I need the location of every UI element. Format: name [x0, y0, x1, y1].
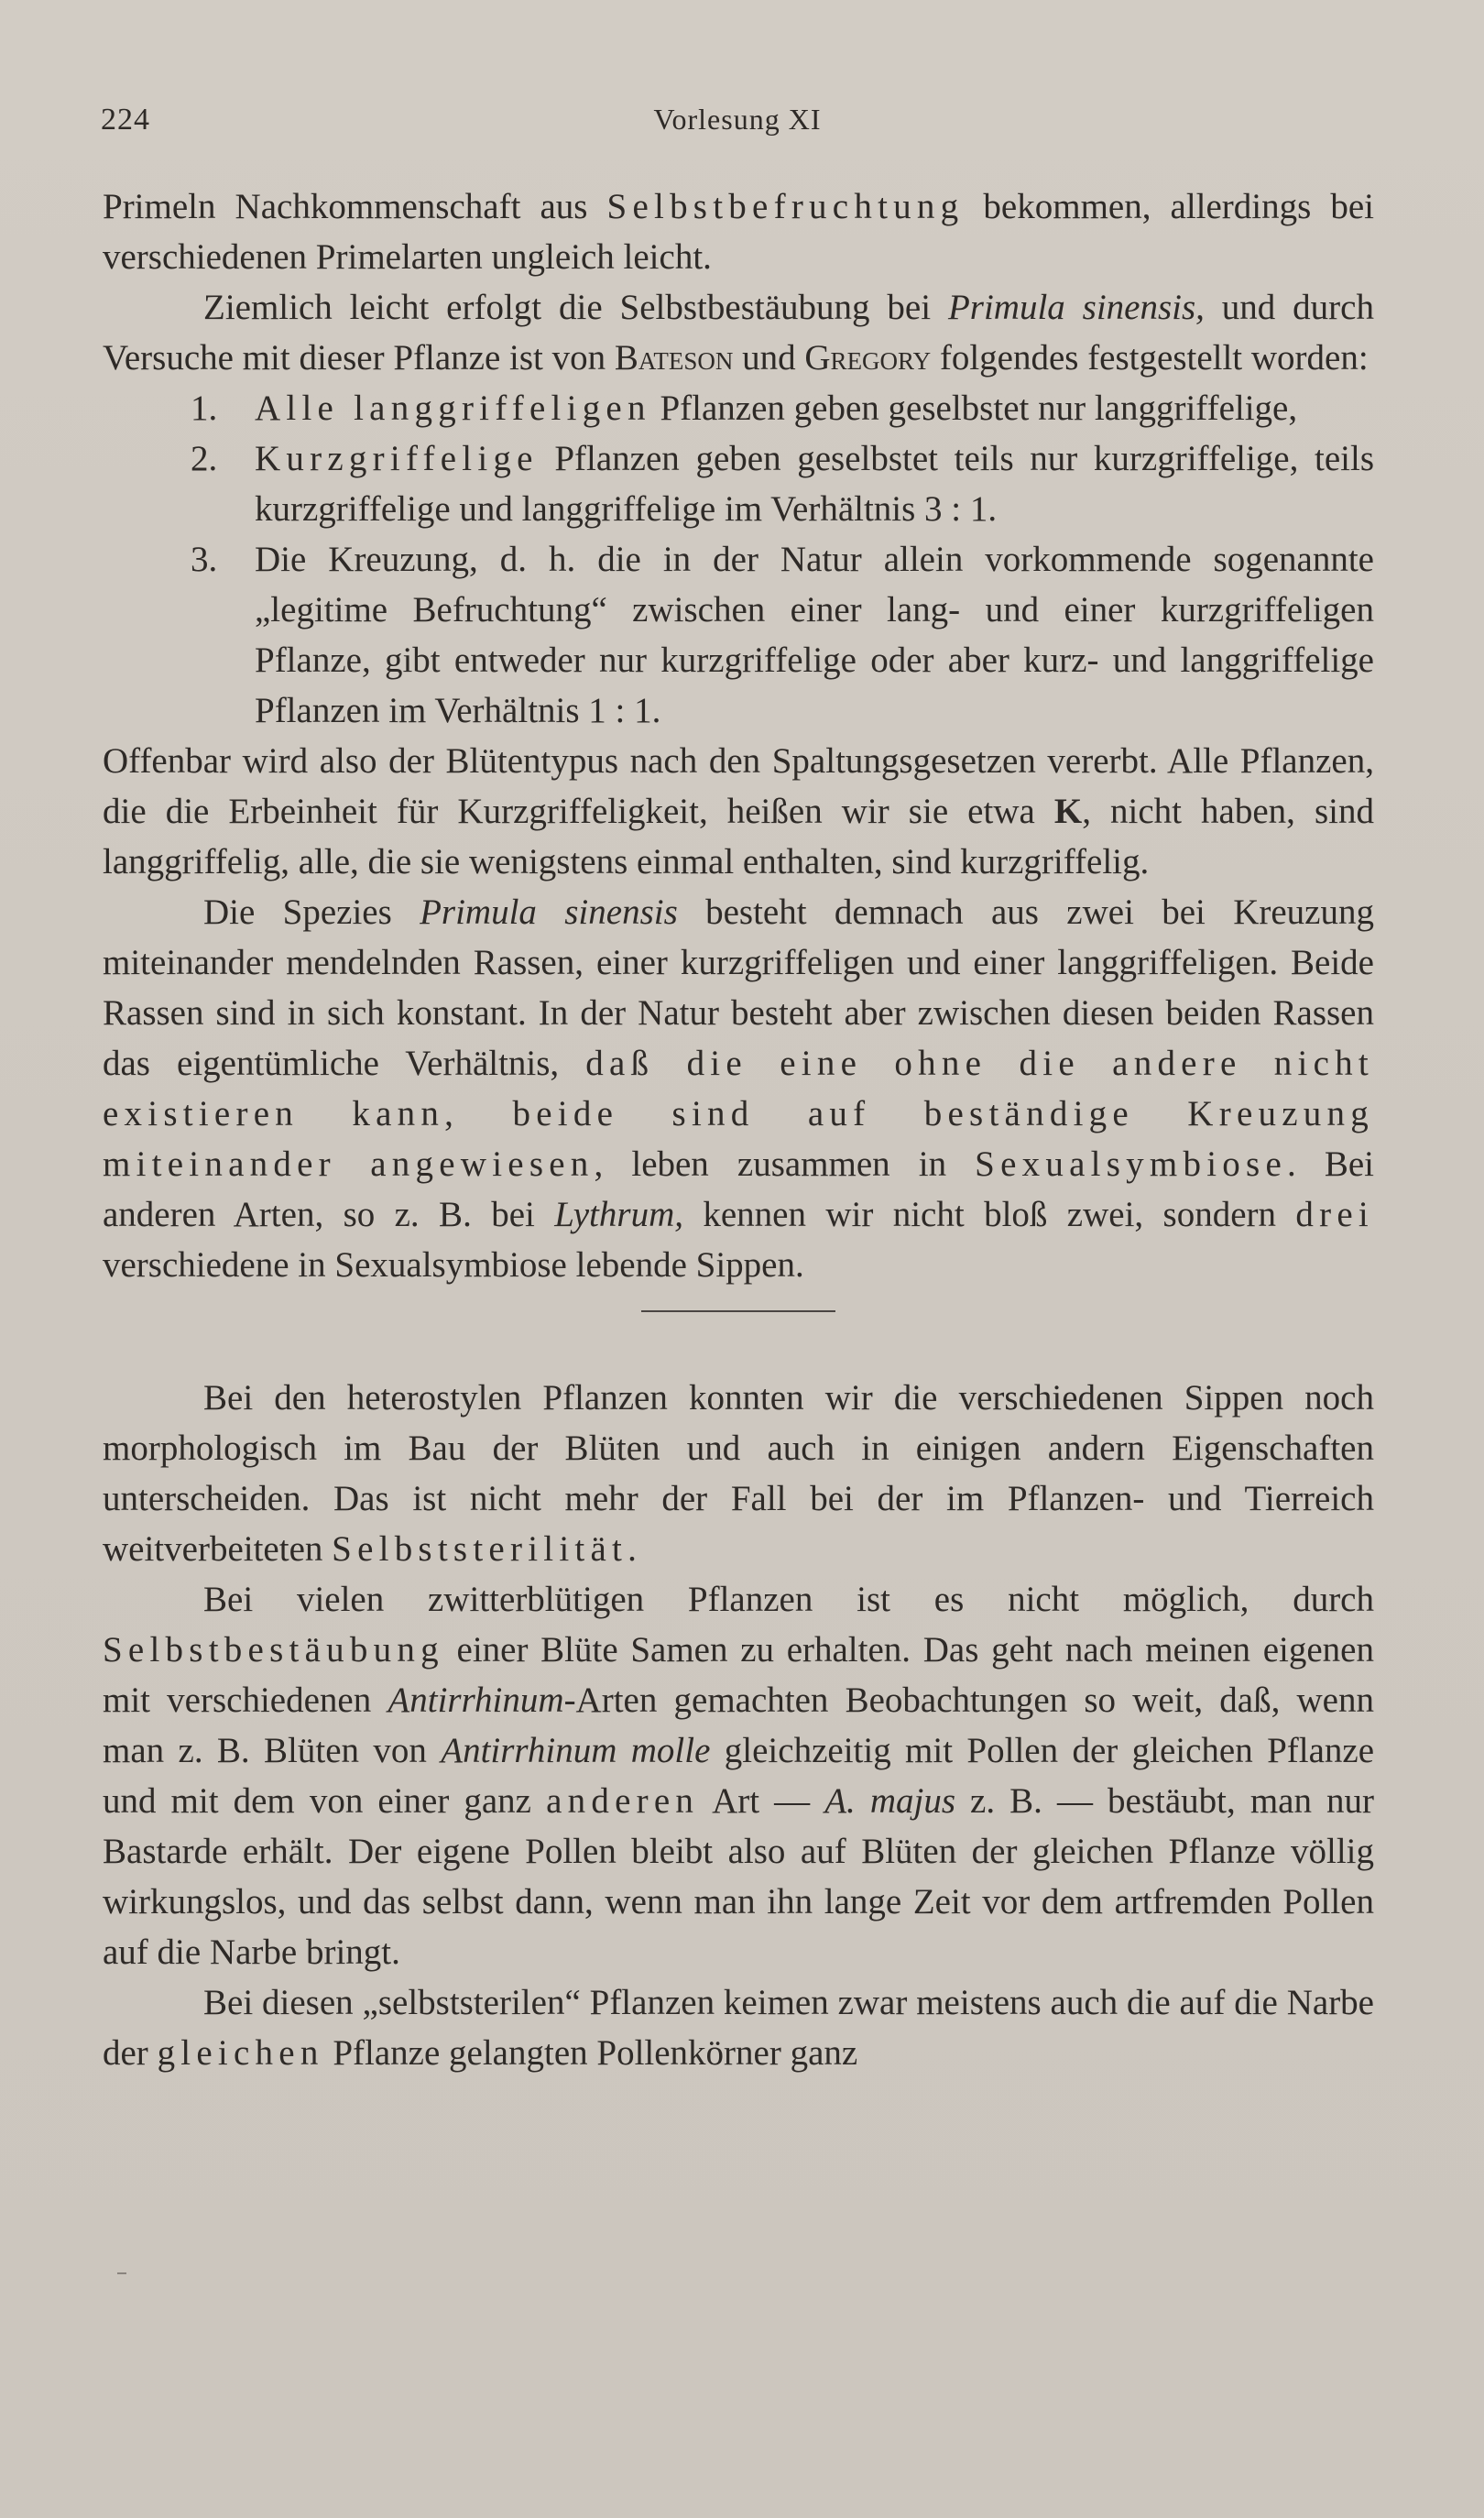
- text-run: und durch Versuche mit dieser Pflanze ist von: [103, 288, 1374, 378]
- spaced-emphasis: Kurzgriffelige: [255, 439, 539, 478]
- species-name: Primula sinensis,: [947, 288, 1205, 327]
- margin-mark: [117, 2272, 126, 2274]
- spaced-emphasis: Selbststerilität: [332, 1529, 628, 1569]
- running-title: Vorlesung XI: [653, 103, 822, 136]
- text-run: .: [627, 1529, 637, 1569]
- list-number: 2.: [191, 439, 218, 478]
- text-run: Primeln Nachkommenschaft aus: [103, 187, 607, 226]
- list-number: 3.: [191, 540, 218, 579]
- text-run: Ziemlich leicht erfolgt die Selbstbestäubung bei: [203, 288, 948, 327]
- text-run: folgendes festgestellt worden:: [931, 338, 1369, 378]
- paragraph: [103, 1574, 1374, 1977]
- list-item: [103, 433, 1374, 534]
- text-run: kennen wir nicht bloß zwei, sondern: [682, 1195, 1296, 1234]
- paragraph: [103, 282, 1374, 383]
- spaced-emphasis: daß die eine ohne die andere nicht existieren kann, beide sind auf beständige Kreuzung miteinander angewiesen: [103, 1044, 1374, 1184]
- body-text: [103, 181, 1374, 2078]
- spaced-emphasis: Alle langgriffeligen: [255, 389, 651, 428]
- paragraph: [103, 181, 1374, 282]
- text-run: Pflanzen geben geselbstet teils nur kurzgriffelige, teils kurzgriffelige und langgriffelige im Verhältnis 3 : 1.: [255, 439, 1374, 529]
- page-number: 224: [101, 103, 150, 137]
- paragraph: [103, 887, 1374, 1290]
- text-run: z. B. — bestäubt, man nur Bastarde erhält. Der eigene Pollen bleibt also auf Blüten der gleichen Pflanze völlig wirkungslos, und das selbst dann, wenn man ihn lange Zeit vor dem artfremden Pollen auf die Narbe bringt.: [103, 1781, 1375, 1972]
- species-name: Antirrhinum molle: [441, 1731, 711, 1770]
- text-run: einer Blüte Samen zu erhalten. Das geht nach meinen eigenen mit verschiedenen: [103, 1630, 1374, 1720]
- spaced-emphasis: gleichen: [157, 2033, 324, 2073]
- list-item: [103, 383, 1374, 433]
- spaced-emphasis: Selbstbestäubung: [103, 1630, 444, 1670]
- text-run: verschiedene in Sexualsymbiose lebende Sippen.: [103, 1245, 804, 1285]
- spaced-emphasis: drei: [1295, 1195, 1374, 1234]
- section-divider: [641, 1310, 835, 1312]
- running-head: [101, 103, 1374, 139]
- text-run: , nicht haben, sind langgriffelig, alle, die sie wenigstens einmal enthalten, sind kurzgriffelig.: [103, 792, 1374, 881]
- text-run: Bei diesen „selbststerilen“ Pflanzen keimen zwar meistens auch die auf die Narbe der: [103, 1983, 1374, 2073]
- author-name: Gregory: [804, 338, 932, 378]
- text-run: Pflanze gelangten Pollenkörner ganz: [323, 2033, 858, 2073]
- species-name: Primula sinensis: [420, 892, 678, 932]
- paragraph: [103, 1373, 1374, 1574]
- list-number: 1.: [191, 389, 218, 428]
- text-run: Art —: [699, 1781, 825, 1821]
- text-run: Bei vielen zwitterblütigen Pflanzen ist es nicht möglich, durch: [203, 1580, 1374, 1619]
- symbol-k: K: [1053, 792, 1083, 831]
- spaced-emphasis: Selbstbefruchtung: [606, 187, 965, 226]
- numbered-list: [103, 383, 1374, 736]
- text-run: -Arten gemachten Beobachtungen so weit, daß, wenn man z. B. Blüten von: [103, 1680, 1374, 1770]
- species-name: Antirrhinum: [387, 1680, 564, 1720]
- list-item: [103, 534, 1374, 736]
- text-run: Bei den heterostylen Pflanzen konnten wir die verschiedenen Sippen noch morphologisch im Bau der Blüten und auch in einigen andern Eigenschaften unterscheiden. Das ist nicht mehr der Fall bei der im Pflanzen- und Tierreich weitverbeiteten: [103, 1378, 1374, 1569]
- spaced-emphasis: anderen: [546, 1781, 700, 1821]
- species-name: Lythrum,: [554, 1195, 683, 1234]
- text-run: Pflanzen geben geselbstet nur langgriffelige,: [650, 389, 1298, 428]
- spaced-emphasis: Sexualsymbiose: [975, 1144, 1287, 1184]
- paragraph: [103, 1977, 1374, 2078]
- species-name: A. majus: [824, 1781, 955, 1821]
- text-run: gleichzeitig mit Pollen der gleichen Pflanze und mit dem von einer ganz: [103, 1731, 1375, 1821]
- text-run: bekommen, allerdings bei verschiedenen Primelarten ungleich leicht.: [103, 187, 1374, 277]
- text-run: Die Spezies: [203, 892, 420, 932]
- text-run: . Bei anderen Arten, so z. B. bei: [103, 1144, 1374, 1234]
- text-run: besteht demnach aus zwei bei Kreuzung miteinander mendelnden Rassen, einer kurzgriffeligen und einer langgriffeligen. Beide Rassen sind in sich konstant. In der Natur besteht aber zwischen diesen beiden Rassen das eigentümliche Verhältnis,: [103, 892, 1374, 1083]
- text-run: und: [733, 338, 805, 378]
- text-run: Offenbar wird also der Blütentypus nach den Spaltungsgesetzen vererbt. Alle Pflanzen, die die Erbeinheit für Kurzgriffeligkeit, heißen wir sie etwa: [103, 741, 1374, 831]
- text-run: Die Kreuzung, d. h. die in der Natur allein vorkommende sogenannte „legitime Befruchtung“ zwischen einer lang- und einer kurzgriffeligen Pflanze, gibt entweder nur kurzgriffelige oder aber kurz- und langgriffelige Pflanzen im Verhältnis 1 : 1.: [255, 540, 1374, 730]
- author-name: Bateson: [614, 338, 734, 378]
- text-run: , leben zusammen in: [594, 1144, 976, 1184]
- paragraph: [103, 736, 1374, 887]
